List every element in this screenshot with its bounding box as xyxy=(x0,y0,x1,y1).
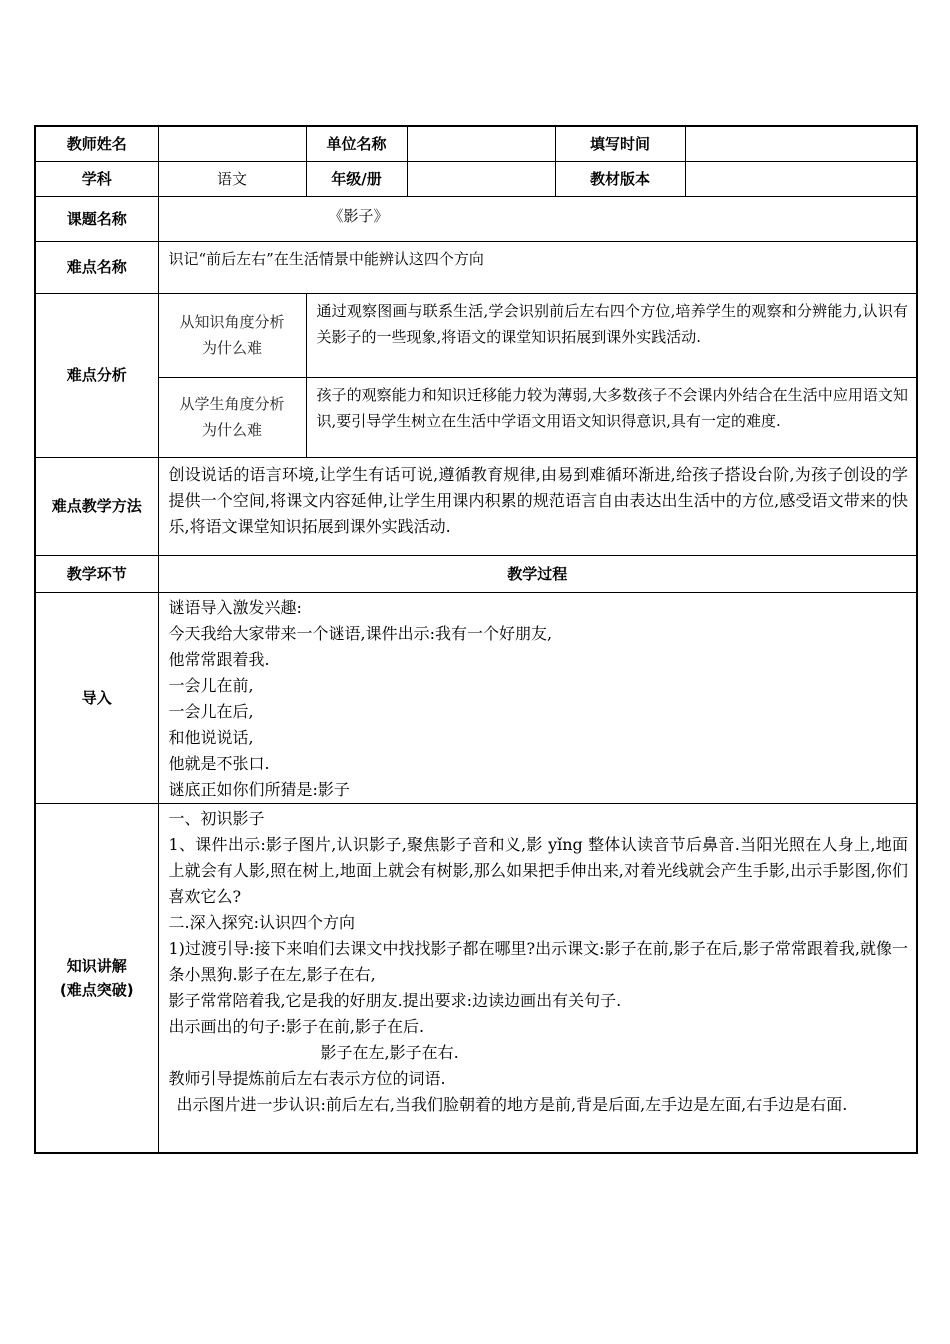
knowledge-row xyxy=(35,803,917,1153)
edition-label: 教材版本 xyxy=(555,161,685,196)
knowledge-paragraph: 二.深入探究:认识四个方向 xyxy=(168,912,355,932)
unit-name-value xyxy=(407,126,555,161)
knowledge-paragraph: 影子常常陪着我,它是我的好朋友.提出要求:边读边画出有关句子. xyxy=(168,990,622,1010)
header-row xyxy=(35,126,917,161)
lesson-plan-table xyxy=(34,125,918,1154)
knowledge-paragraph: 出示图片进一步认识:前后左右,当我们脸朝着的地方是前,背是后面,左手边是左面,右手边是右面. xyxy=(176,1094,848,1114)
difficulty-label: 难点名称 xyxy=(35,241,158,293)
process-header-row xyxy=(35,555,917,592)
intro-line: 他就是不张口. xyxy=(168,753,270,773)
topic-value: 《影子》 xyxy=(158,196,917,241)
fill-date-value xyxy=(685,126,917,161)
student-angle-label xyxy=(158,377,306,457)
process-step-label: 教学环节 xyxy=(35,555,158,592)
intro-line: 一会儿在前, xyxy=(168,675,254,695)
knowledge-paragraph: 一、初识影子 xyxy=(168,808,265,828)
subject-row xyxy=(35,161,917,196)
knowledge-paragraph: 影子在左,影子在右. xyxy=(320,1042,459,1062)
intro-line: 谜语导入激发兴趣: xyxy=(168,597,302,617)
intro-line: 他常常跟着我. xyxy=(168,649,270,669)
difficulty-row xyxy=(35,241,917,293)
knowledge-label xyxy=(35,803,158,1153)
knowledge-angle-text: 通过观察图画与联系生活,学会识别前后左右四个方位,培养学生的观察和分辨能力,认识有关影子的一些现象,将语文的课堂知识拓展到课外实践活动. xyxy=(306,293,917,377)
knowledge-paragraph: 出示画出的句子:影子在前,影子在后. xyxy=(168,1016,425,1036)
knowledge-label-line1: 知识讲解 xyxy=(66,956,127,975)
student-angle-text: 孩子的观察能力和知识迁移能力较为薄弱,大多数孩子不会课内外结合在生活中应用语文知识,要引导学生树立在生活中学语文用语文知识得意识,具有一定的难度. xyxy=(306,377,917,457)
teacher-name-label: 教师姓名 xyxy=(35,126,158,161)
intro-line: 和他说说话, xyxy=(168,727,254,747)
knowledge-label-line2: (难点突破) xyxy=(59,980,134,999)
subject-label: 学科 xyxy=(35,161,158,196)
subject-value: 语文 xyxy=(158,161,306,196)
edition-value xyxy=(685,161,917,196)
topic-label: 课题名称 xyxy=(35,196,158,241)
grade-value xyxy=(407,161,555,196)
method-label: 难点教学方法 xyxy=(35,457,158,555)
grade-label: 年级/册 xyxy=(306,161,407,196)
topic-row xyxy=(35,196,917,241)
knowledge-angle-label xyxy=(158,293,306,377)
difficulty-value: 识记“前后左右”在生活情景中能辨认这四个方向 xyxy=(158,241,917,293)
fill-date-label: 填写时间 xyxy=(555,126,685,161)
student-angle-label-line1: 从学生角度分析 xyxy=(179,395,285,413)
intro-row xyxy=(35,592,917,803)
student-angle-label-line2: 为什么难 xyxy=(201,421,262,439)
analysis-knowledge-row xyxy=(35,293,917,377)
analysis-label: 难点分析 xyxy=(35,293,158,457)
knowledge-paragraph: 1)过渡引导:接下来咱们去课文中找找影子都在哪里?出示课文:影子在前,影子在后,影子常常跟着我,就像一条小黑狗.影子在左,影子在右, xyxy=(168,938,908,984)
knowledge-content xyxy=(158,803,917,1153)
intro-line: 今天我给大家带来一个谜语,课件出示:我有一个好朋友, xyxy=(168,623,553,643)
analysis-student-row xyxy=(35,377,917,457)
knowledge-angle-label-line2: 为什么难 xyxy=(201,339,262,357)
teacher-name-value xyxy=(158,126,306,161)
intro-line: 一会儿在后, xyxy=(168,701,254,721)
knowledge-paragraph: 教师引导提炼前后左右表示方位的词语. xyxy=(168,1068,446,1088)
intro-label: 导入 xyxy=(35,592,158,803)
unit-name-label: 单位名称 xyxy=(306,126,407,161)
intro-line: 谜底正如你们所猜是:影子 xyxy=(168,779,350,799)
method-row xyxy=(35,457,917,555)
knowledge-angle-label-line1: 从知识角度分析 xyxy=(179,313,285,331)
process-title: 教学过程 xyxy=(158,555,917,592)
method-text: 创设说话的语言环境,让学生有话可说,遵循教育规律,由易到难循环渐进,给孩子搭设台阶,为孩子创设的学提供一个空间,将课文内容延伸,让学生用课内积累的规范语言自由表达出生活中的方位,感受语文带来的快乐,将语文课堂知识拓展到课外实践活动. xyxy=(158,457,917,555)
knowledge-paragraph: 1、课件出示:影子图片,认识影子,聚焦影子音和义,影 yǐng 整体认读音节后鼻音.当阳光照在人身上,地面上就会有人影,照在树上,地面上就会有树影,那么如果把手伸出来,对着光线就会产生手影,出示手影图,你们喜欢它么? xyxy=(168,834,908,906)
intro-content xyxy=(158,592,917,803)
